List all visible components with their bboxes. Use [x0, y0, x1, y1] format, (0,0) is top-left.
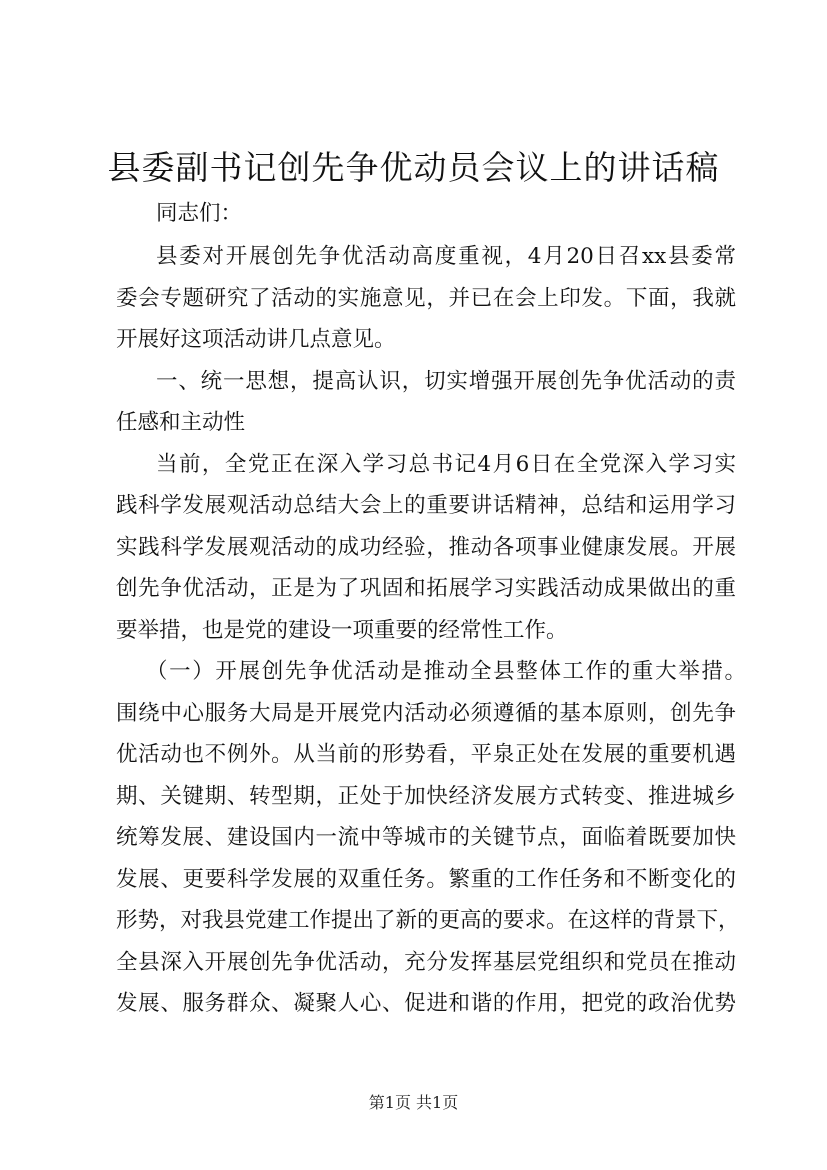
- subsection-heading-line: （一）开展创先争优活动是推动全县整体工作的重大举措。: [146, 659, 746, 684]
- paragraph-line: 践科学发展观活动总结大会上的重要讲话精神，总结和运用学习: [116, 493, 736, 518]
- paragraph-line: 形势，对我县党建工作提出了新的更高的要求。在这样的背景下，: [116, 908, 740, 933]
- paragraph-line: 同志们：: [156, 201, 243, 226]
- paragraph-line: 优活动也不例外。从当前的形势看，平泉正处在发展的重要机遇: [116, 742, 736, 767]
- paragraph-line: 县委对开展创先争优活动高度重视，4月20日召xx县委常: [156, 244, 736, 269]
- paragraph-line: 全县深入开展创先争优活动，充分发挥基层党组织和党员在推动: [116, 950, 736, 975]
- document-title: 县委副书记创先争优动员会议上的讲话稿: [107, 148, 720, 187]
- paragraph-line: 统筹发展、建设国内一流中等城市的关键节点，面临着既要加快: [116, 825, 736, 850]
- paragraph-line: 期、关键期、转型期，正处于加快经济发展方式转变、推进城乡: [116, 784, 736, 809]
- paragraph-line: 发展、更要科学发展的双重任务。繁重的工作任务和不断变化的: [116, 867, 736, 892]
- paragraph-line: 当前，全党正在深入学习总书记4月6日在全党深入学习实: [156, 452, 736, 477]
- section-heading-line: 一、统一思想，提高认识，切实增强开展创先争优活动的责: [156, 369, 736, 394]
- paragraph-line: 开展好这项活动讲几点意见。: [116, 327, 396, 352]
- page-number-footer: 第1页 共1页: [368, 1093, 459, 1112]
- paragraph-line: 创先争优活动，正是为了巩固和拓展学习实践活动成果做出的重: [116, 576, 736, 601]
- paragraph-line: 发展、服务群众、凝聚人心、促进和谐的作用，把党的政治优势: [116, 991, 736, 1016]
- paragraph-line: 委会专题研究了活动的实施意见，并已在会上印发。下面，我就: [116, 286, 736, 311]
- section-heading-line: 任感和主动性: [116, 410, 246, 435]
- paragraph-line: 围绕中心服务大局是开展党内活动必须遵循的基本原则，创先争: [116, 701, 736, 726]
- paragraph-line: 实践科学发展观活动的成功经验，推动各项事业健康发展。开展: [116, 535, 736, 560]
- paragraph-line: 要举措，也是党的建设一项重要的经常性工作。: [116, 618, 568, 643]
